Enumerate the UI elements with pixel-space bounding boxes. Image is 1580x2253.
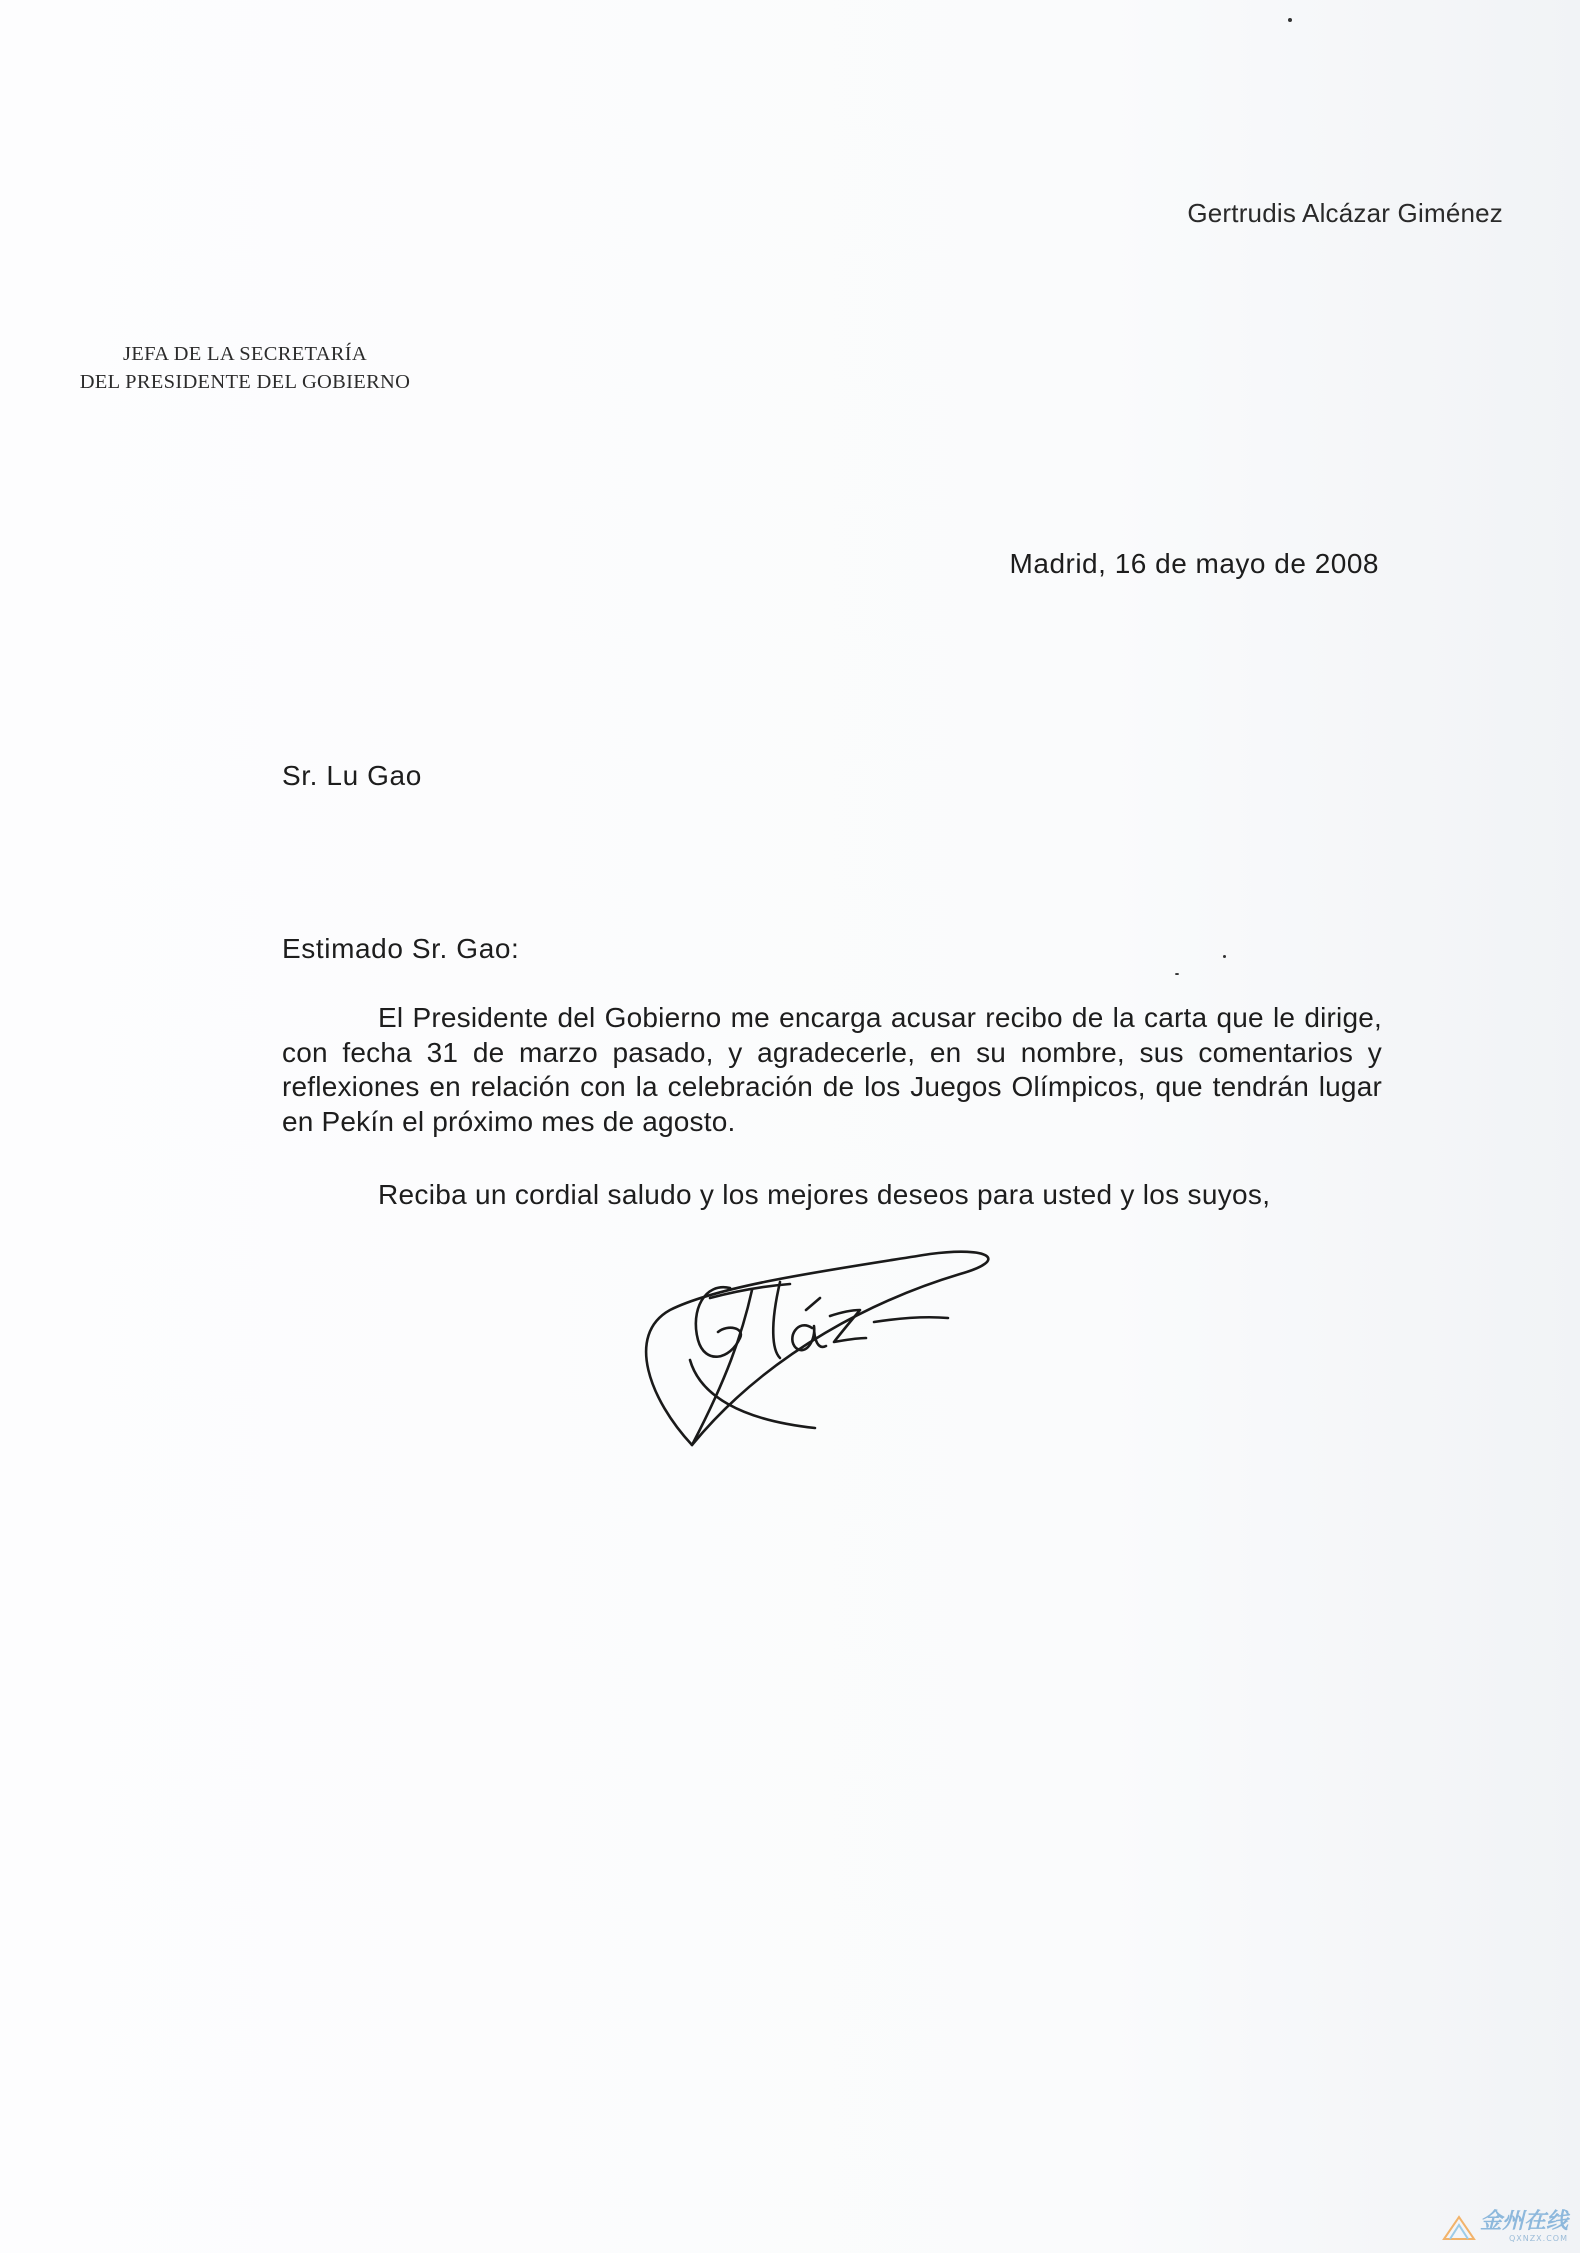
office-line-1: JEFA DE LA SECRETARÍA <box>122 343 368 365</box>
site-logo-icon <box>1442 2213 1476 2243</box>
handwritten-signature <box>630 1240 1010 1450</box>
watermark <box>1442 2203 1568 2243</box>
recipient: Sr. Lu Gao <box>282 760 422 791</box>
scan-speck <box>1223 955 1226 958</box>
sender-name: Gertrudis Alcázar Giménez <box>1187 198 1503 228</box>
scan-speck <box>1288 18 1292 22</box>
salutation: Estimado Sr. Gao: <box>282 933 520 964</box>
office-title <box>60 340 430 396</box>
office-line-2: DEL PRESIDENTE DEL GOBIERNO <box>79 371 411 393</box>
watermark-title: 金州在线 <box>1479 2209 1568 2234</box>
place-date: Madrid, 16 de mayo de 2008 <box>1009 548 1379 579</box>
watermark-text <box>1480 2210 1568 2243</box>
scan-speck <box>1175 973 1179 975</box>
body-paragraph: El Presidente del Gobierno me encarga acusar recibo de la carta que le dirige, con fecha 31 de marzo pasado, y agradecerle, en su nombre, sus comentarios y reflexiones en relación con la celebración de los Juegos Olímpicos, que tendrán lugar en Pekín el próximo mes de agosto. <box>282 1002 1382 1137</box>
watermark-url: QXNZX.COM <box>1508 2234 1568 2243</box>
closing-line: Reciba un cordial saludo y los mejores deseos para usted y los suyos, <box>378 1179 1271 1210</box>
